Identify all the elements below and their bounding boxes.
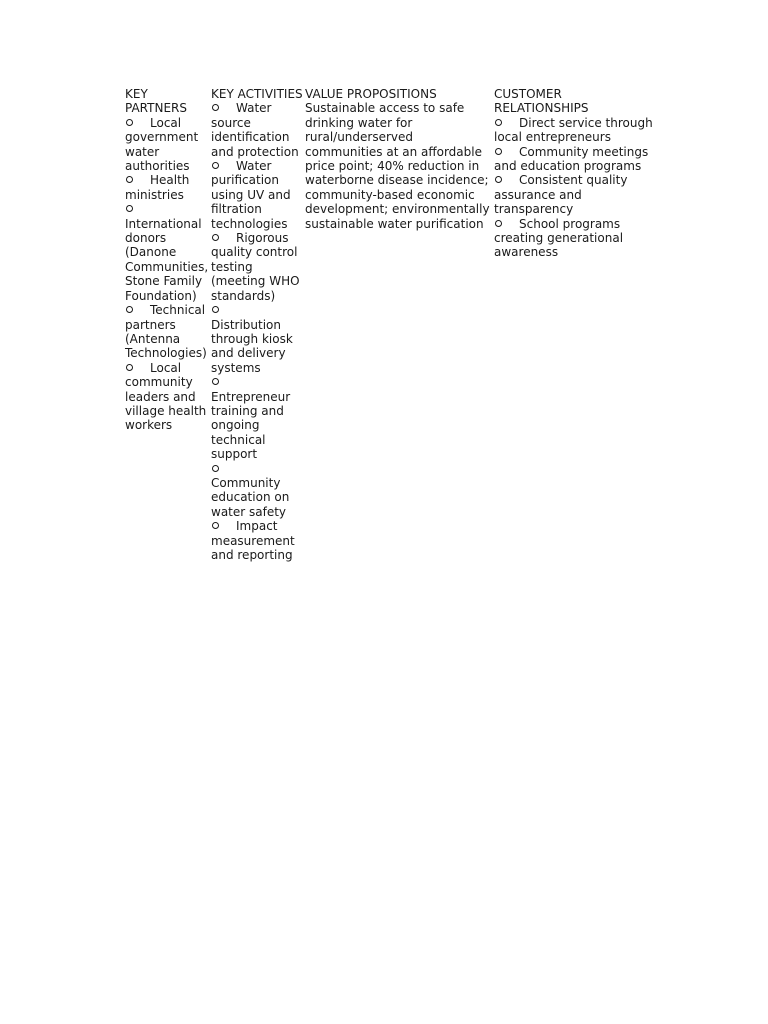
list-item-text: International donors (Danone Communities, Stone Family Foundation) — [125, 216, 209, 303]
list-item-text: Distribution through kiosk and delivery systems — [211, 317, 293, 375]
list-item — [125, 116, 211, 174]
list-item — [211, 101, 305, 159]
hollow-bullet-icon — [126, 306, 133, 313]
list-item — [494, 173, 656, 216]
hollow-bullet-icon — [212, 378, 219, 385]
list-item — [125, 173, 211, 202]
list-item — [125, 303, 211, 361]
list-item — [125, 361, 211, 433]
list-item — [211, 519, 305, 562]
list-item — [211, 303, 305, 375]
value-propositions-text: Sustainable access to safe drinking water for rural/underserved communities at an affordable price point; 40% reduction in waterborne disease incidence; community-based economic development; environmentally sustainable water purification — [305, 101, 490, 231]
hollow-bullet-icon — [495, 176, 502, 183]
list-item-text: Community meetings and education programs — [494, 144, 649, 174]
hollow-bullet-icon — [495, 148, 502, 155]
key-partners-heading: KEY PARTNERS — [125, 87, 187, 116]
key-activities-list — [211, 101, 305, 562]
hollow-bullet-icon — [212, 162, 219, 169]
list-item-text: Local community leaders and village health workers — [125, 360, 207, 433]
list-item-text: Consistent quality assurance and transparency — [494, 173, 628, 217]
key-activities-column — [211, 87, 305, 562]
list-item — [494, 116, 656, 145]
list-item-text: Local government water authorities — [125, 115, 199, 174]
hollow-bullet-icon — [126, 364, 133, 371]
list-item — [211, 462, 305, 520]
hollow-bullet-icon — [212, 104, 219, 111]
list-item — [494, 145, 656, 174]
list-item — [125, 202, 211, 303]
hollow-bullet-icon — [212, 465, 219, 472]
customer-relationships-heading: CUSTOMER RELATIONSHIPS — [494, 87, 589, 116]
list-item-text: Water source identification and protection — [211, 101, 299, 159]
key-partners-column — [125, 87, 211, 433]
hollow-bullet-icon — [126, 176, 133, 183]
key-partners-list — [125, 116, 211, 433]
hollow-bullet-icon — [212, 234, 219, 241]
list-item-text: Entrepreneur training and ongoing technical support — [211, 389, 291, 462]
list-item-text: Health ministries — [125, 173, 190, 202]
value-propositions-heading: VALUE PROPOSITIONS — [305, 87, 437, 101]
hollow-bullet-icon — [495, 119, 502, 126]
list-item-text: Water purification using UV and filtration technologies — [211, 159, 291, 231]
list-item-text: Direct service through local entrepreneurs — [494, 115, 653, 145]
business-model-canvas-table — [125, 87, 656, 562]
hollow-bullet-icon — [495, 220, 502, 227]
list-item — [211, 231, 305, 303]
hollow-bullet-icon — [126, 205, 133, 212]
customer-relationships-column — [494, 87, 656, 260]
list-item-text: School programs creating generational awareness — [494, 216, 624, 260]
key-activities-heading: KEY ACTIVITIES — [211, 87, 303, 101]
list-item — [211, 375, 305, 461]
list-item-text: Technical partners (Antenna Technologies) — [125, 303, 207, 361]
hollow-bullet-icon — [212, 522, 219, 529]
hollow-bullet-icon — [126, 119, 133, 126]
customer-relationships-list — [494, 116, 656, 260]
hollow-bullet-icon — [212, 306, 219, 313]
list-item — [211, 159, 305, 231]
list-item — [494, 217, 656, 260]
list-item-text: Community education on water safety — [211, 475, 290, 519]
value-propositions-column — [305, 87, 494, 231]
list-item-text: Rigorous quality control testing (meeting WHO standards) — [211, 231, 300, 303]
list-item-text: Impact measurement and reporting — [211, 519, 295, 562]
